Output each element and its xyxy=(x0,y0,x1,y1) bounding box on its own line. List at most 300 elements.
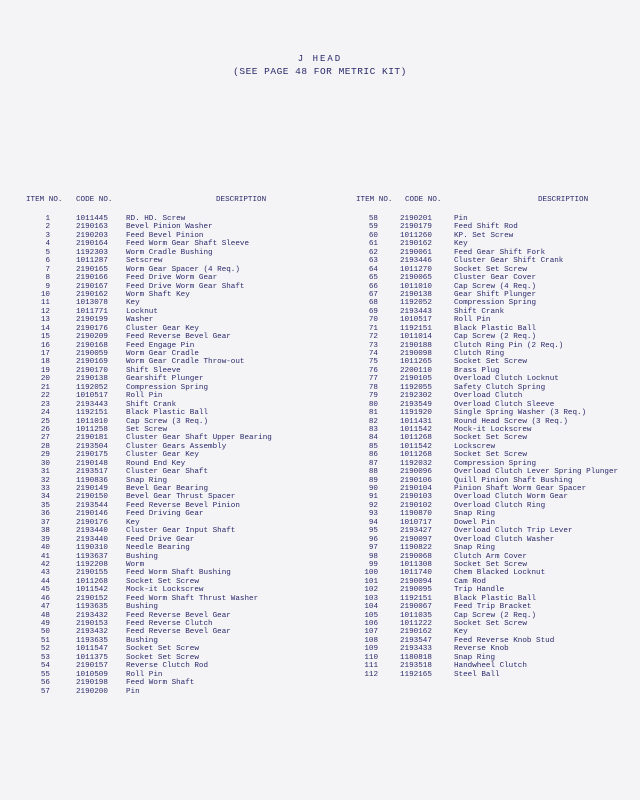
page-subtitle: (SEE PAGE 48 FOR METRIC KIT) xyxy=(233,66,407,77)
item-number: 93 xyxy=(368,510,378,519)
part-description: Snap Ring xyxy=(454,544,496,553)
table-row xyxy=(20,333,320,341)
code-number: 1011445 xyxy=(76,215,108,223)
parts-table-right xyxy=(350,196,630,679)
table-row xyxy=(20,544,320,552)
code-number: 2190152 xyxy=(76,594,108,603)
table-row xyxy=(20,628,320,636)
table-row xyxy=(20,510,320,518)
table-row xyxy=(20,249,320,257)
part-description: Overload Clutch Locknut xyxy=(454,375,559,384)
item-number: 47 xyxy=(40,603,50,612)
item-number: 84 xyxy=(368,434,378,443)
table-row xyxy=(350,342,630,350)
item-number: 8 xyxy=(45,274,50,283)
part-description: Clutch Arm Cover xyxy=(454,552,527,561)
part-description: Snap Ring xyxy=(454,510,496,519)
table-row xyxy=(350,477,630,485)
item-number: 81 xyxy=(368,409,378,418)
item-number: 15 xyxy=(40,333,50,342)
part-description: Key xyxy=(454,628,468,637)
item-number: 87 xyxy=(368,459,378,468)
item-number: 12 xyxy=(40,307,50,316)
table-row xyxy=(20,434,320,442)
item-number: 60 xyxy=(368,231,378,240)
part-description: Cluster Gear Shaft Upper Bearing xyxy=(126,434,272,443)
code-number: 1011431 xyxy=(400,417,432,426)
item-number: 89 xyxy=(368,476,378,485)
table-row xyxy=(20,215,320,223)
table-row xyxy=(350,544,630,552)
item-number: 76 xyxy=(368,366,378,375)
part-description: Quill Pinion Shaft Bushing xyxy=(454,476,573,485)
item-number: 31 xyxy=(40,468,50,477)
code-number: 2190094 xyxy=(400,577,432,586)
code-number: 1011542 xyxy=(400,442,432,451)
code-number: 2190166 xyxy=(76,274,108,283)
table-row xyxy=(350,451,630,459)
table-row xyxy=(350,384,630,392)
part-description: Overload Clutch Washer xyxy=(454,535,555,544)
part-description: Key xyxy=(126,299,140,308)
table-row xyxy=(20,519,320,527)
part-description: Overload Clutch Ring xyxy=(454,501,546,510)
code-number: 1192151 xyxy=(400,594,432,603)
table-row xyxy=(350,426,630,434)
item-number: 26 xyxy=(40,425,50,434)
item-number: 5 xyxy=(45,248,50,257)
part-description: Socket Set Screw xyxy=(126,577,199,586)
table-row xyxy=(350,333,630,341)
code-number: 2190167 xyxy=(76,282,108,291)
code-number: 2190169 xyxy=(76,358,108,367)
table-row xyxy=(350,603,630,611)
table-row xyxy=(350,358,630,366)
part-description: Pin xyxy=(454,215,468,223)
item-number: 74 xyxy=(368,350,378,358)
column-header-code: CODE NO. xyxy=(405,196,442,204)
code-number: 1011260 xyxy=(400,231,432,240)
item-number: 27 xyxy=(40,434,50,443)
part-description: Reverse Knob xyxy=(454,645,509,654)
code-number: 2190065 xyxy=(400,274,432,283)
item-number: 97 xyxy=(368,544,378,553)
part-description: Worm Gear Cradle Throw-out xyxy=(126,358,245,367)
part-description: Socket Set Screw xyxy=(454,265,527,274)
part-description: Feed Reverse Bevel Gear xyxy=(126,628,231,637)
table-row xyxy=(20,569,320,577)
part-description: Clutch Ring xyxy=(454,350,505,358)
part-description: Black Plastic Ball xyxy=(454,324,537,333)
part-description: Feed Reverse Bevel Pinion xyxy=(126,501,240,510)
table-row xyxy=(350,392,630,400)
item-number: 94 xyxy=(368,518,378,527)
code-number: 1011222 xyxy=(400,620,432,628)
code-number: 1011308 xyxy=(400,560,432,569)
table-row xyxy=(350,434,630,442)
item-number: 35 xyxy=(40,501,50,510)
code-number: 2190170 xyxy=(76,366,108,375)
part-description: Cap Screw (2 Req.) xyxy=(454,333,537,342)
item-number: 44 xyxy=(40,577,50,586)
item-number: 111 xyxy=(364,662,378,671)
part-description: Compression Spring xyxy=(454,299,537,308)
part-description: Shift Sleeve xyxy=(126,366,181,375)
table-body-right xyxy=(350,215,630,679)
item-number: 19 xyxy=(40,366,50,375)
code-number: 2193446 xyxy=(400,257,432,266)
item-number: 20 xyxy=(40,375,50,384)
table-row xyxy=(20,401,320,409)
code-number: 2190148 xyxy=(76,459,108,468)
item-number: 80 xyxy=(368,400,378,409)
column-header-description: DESCRIPTION xyxy=(216,196,267,204)
item-number: 32 xyxy=(40,476,50,485)
item-number: 39 xyxy=(40,535,50,544)
item-number: 50 xyxy=(40,628,50,637)
table-row xyxy=(350,637,630,645)
item-number: 90 xyxy=(368,485,378,493)
table-row xyxy=(350,418,630,426)
table-row xyxy=(350,620,630,628)
part-description: Bushing xyxy=(126,636,158,645)
item-number: 70 xyxy=(368,316,378,325)
item-number: 52 xyxy=(40,645,50,654)
table-row xyxy=(20,477,320,485)
code-number: 2190103 xyxy=(400,493,432,502)
part-description: Dowel Pin xyxy=(454,518,496,527)
code-number: 2190162 xyxy=(76,290,108,299)
item-number: 43 xyxy=(40,569,50,578)
part-description: Cluster Gear Shaft xyxy=(126,468,209,477)
item-number: 77 xyxy=(368,375,378,384)
table-row xyxy=(20,485,320,493)
part-description: Black Plastic Ball xyxy=(126,409,209,418)
item-number: 17 xyxy=(40,350,50,358)
item-number: 59 xyxy=(368,223,378,232)
table-row xyxy=(20,375,320,383)
table-row xyxy=(20,493,320,501)
table-row xyxy=(350,401,630,409)
item-number: 46 xyxy=(40,594,50,603)
part-description: Single Spring Washer (3 Req.) xyxy=(454,409,587,418)
code-number: 2190176 xyxy=(76,324,108,333)
code-number: 2193517 xyxy=(76,468,108,477)
part-description: Round End Key xyxy=(126,459,186,468)
code-number: 1011740 xyxy=(400,569,432,578)
code-number: 2190138 xyxy=(400,290,432,299)
part-description: Pin xyxy=(126,687,140,696)
code-number: 1192151 xyxy=(76,409,108,418)
code-number: 2193544 xyxy=(76,501,108,510)
code-number: 1011287 xyxy=(76,257,108,266)
part-description: Mock-it Lockscrew xyxy=(126,586,204,595)
part-description: Socket Set Screw xyxy=(454,358,527,367)
table-row xyxy=(350,460,630,468)
code-number: 2190149 xyxy=(76,485,108,493)
code-number: 1011268 xyxy=(400,451,432,460)
code-number: 2190096 xyxy=(400,468,432,477)
item-number: 109 xyxy=(364,645,378,654)
table-row xyxy=(350,291,630,299)
item-number: 82 xyxy=(368,417,378,426)
part-description: Feed Worm Gear Shaft Sleeve xyxy=(126,240,250,249)
part-description: Cluster Gear Key xyxy=(126,324,199,333)
code-number: 1011270 xyxy=(400,265,432,274)
item-number: 105 xyxy=(364,611,378,620)
part-description: Gearshift Plunger xyxy=(126,375,204,384)
item-number: 107 xyxy=(364,628,378,637)
item-number: 3 xyxy=(45,231,50,240)
part-description: Cap Screw (2 Req.) xyxy=(454,611,537,620)
item-number: 103 xyxy=(364,594,378,603)
code-number: 2190098 xyxy=(400,350,432,358)
table-row xyxy=(350,527,630,535)
part-description: Feed Trip Bracket xyxy=(454,603,532,612)
item-number: 40 xyxy=(40,544,50,553)
table-row xyxy=(20,502,320,510)
item-number: 28 xyxy=(40,442,50,451)
code-number: 2190095 xyxy=(400,586,432,595)
table-row xyxy=(350,308,630,316)
table-row xyxy=(350,561,630,569)
code-number: 1010509 xyxy=(76,670,108,679)
code-number: 2193443 xyxy=(400,307,432,316)
table-row xyxy=(350,536,630,544)
table-row xyxy=(20,578,320,586)
part-description: Socket Set Screw xyxy=(126,645,199,654)
item-number: 67 xyxy=(368,290,378,299)
item-number: 18 xyxy=(40,358,50,367)
item-number: 61 xyxy=(368,240,378,249)
code-number: 2190155 xyxy=(76,569,108,578)
part-description: Reverse Clutch Rod xyxy=(126,662,209,671)
code-number: 2190102 xyxy=(400,501,432,510)
part-description: Roll Pin xyxy=(126,392,163,401)
table-row xyxy=(20,595,320,603)
part-description: Black Plastic Ball xyxy=(454,594,537,603)
part-description: RD. HD. Screw xyxy=(126,215,186,223)
table-row xyxy=(20,384,320,392)
table-row xyxy=(20,612,320,620)
part-description: Feed Engage Pin xyxy=(126,341,195,350)
table-row xyxy=(350,299,630,307)
code-number: 2190105 xyxy=(400,375,432,384)
code-number: 2190150 xyxy=(76,493,108,502)
table-row xyxy=(20,308,320,316)
table-row xyxy=(20,426,320,434)
part-description: Bevel Pinion Washer xyxy=(126,223,213,232)
part-description: Worm Cradle Bushing xyxy=(126,248,213,257)
code-number: 1011010 xyxy=(76,417,108,426)
code-number: 1010517 xyxy=(400,316,432,325)
part-description: Snap Ring xyxy=(126,476,168,485)
item-number: 91 xyxy=(368,493,378,502)
item-number: 45 xyxy=(40,586,50,595)
code-number: 2193547 xyxy=(400,636,432,645)
item-number: 65 xyxy=(368,274,378,283)
code-number: 1011265 xyxy=(400,358,432,367)
code-number: 2190176 xyxy=(76,518,108,527)
part-description: Shift Crank xyxy=(454,307,505,316)
table-row xyxy=(350,325,630,333)
item-number: 49 xyxy=(40,620,50,628)
code-number: 2190061 xyxy=(400,248,432,257)
part-description: Overload Clutch Trip Lever xyxy=(454,527,573,536)
item-number: 101 xyxy=(364,577,378,586)
column-header-code: CODE NO. xyxy=(76,196,113,204)
code-number: 1190822 xyxy=(400,544,432,553)
table-row xyxy=(350,595,630,603)
table-row xyxy=(350,266,630,274)
table-row xyxy=(20,460,320,468)
table-row xyxy=(350,519,630,527)
part-description: Key xyxy=(126,518,140,527)
table-row xyxy=(350,274,630,282)
part-description: Bevel Gear Bearing xyxy=(126,485,209,493)
table-row xyxy=(350,671,630,679)
table-row xyxy=(20,603,320,611)
table-row xyxy=(20,561,320,569)
part-description: Chem Blacked Locknut xyxy=(454,569,546,578)
item-number: 56 xyxy=(40,679,50,688)
item-number: 6 xyxy=(45,257,50,266)
table-row xyxy=(20,536,320,544)
code-number: 1011375 xyxy=(76,653,108,662)
table-row xyxy=(20,367,320,375)
table-row xyxy=(20,553,320,561)
part-description: Mock-it Lockscrew xyxy=(454,425,532,434)
code-number: 1190836 xyxy=(76,476,108,485)
code-number: 2190198 xyxy=(76,679,108,688)
parts-table-left xyxy=(20,196,320,696)
table-row xyxy=(20,240,320,248)
item-number: 10 xyxy=(40,290,50,299)
table-row xyxy=(20,257,320,265)
item-number: 37 xyxy=(40,518,50,527)
table-row xyxy=(350,215,630,223)
column-header-description: DESCRIPTION xyxy=(538,196,589,204)
table-row xyxy=(350,232,630,240)
table-row xyxy=(350,510,630,518)
code-number: 2190203 xyxy=(76,231,108,240)
part-description: Socket Set Screw xyxy=(454,451,527,460)
code-number: 1011014 xyxy=(400,333,432,342)
code-number: 1180818 xyxy=(400,653,432,662)
code-number: 2190067 xyxy=(400,603,432,612)
table-row xyxy=(20,283,320,291)
part-description: Feed Reverse Knob Stud xyxy=(454,636,555,645)
part-description: Socket Set Screw xyxy=(454,560,527,569)
code-number: 2190059 xyxy=(76,350,108,358)
item-number: 96 xyxy=(368,535,378,544)
part-description: Clutch Ring Pin (2 Req.) xyxy=(454,341,564,350)
item-number: 22 xyxy=(40,392,50,401)
table-row xyxy=(20,392,320,400)
part-description: Socket Set Screw xyxy=(454,620,527,628)
item-number: 88 xyxy=(368,468,378,477)
item-number: 21 xyxy=(40,383,50,392)
code-number: 1193635 xyxy=(76,603,108,612)
table-row xyxy=(350,553,630,561)
part-description: Safety Clutch Spring xyxy=(454,383,546,392)
code-number: 2193518 xyxy=(400,662,432,671)
table-row xyxy=(350,257,630,265)
code-number: 2190163 xyxy=(76,223,108,232)
item-number: 34 xyxy=(40,493,50,502)
table-body-left xyxy=(20,215,320,696)
table-row xyxy=(20,266,320,274)
code-number: 1013078 xyxy=(76,299,108,308)
item-number: 9 xyxy=(45,282,50,291)
part-description: Overload Clutch xyxy=(454,392,523,401)
part-description: Compression Spring xyxy=(126,383,209,392)
code-number: 1190310 xyxy=(76,544,108,553)
item-number: 71 xyxy=(368,324,378,333)
part-description: Feed Reverse Bevel Gear xyxy=(126,611,231,620)
code-number: 1191920 xyxy=(400,409,432,418)
item-number: 14 xyxy=(40,324,50,333)
table-row xyxy=(350,350,630,358)
item-number: 24 xyxy=(40,409,50,418)
item-number: 108 xyxy=(364,636,378,645)
part-description: Worm Gear Spacer (4 Req.) xyxy=(126,265,240,274)
part-description: Needle Bearing xyxy=(126,544,190,553)
item-number: 73 xyxy=(368,341,378,350)
part-description: Gear Shift Plunger xyxy=(454,290,537,299)
table-row xyxy=(20,350,320,358)
part-description: Overload Clutch Lever Spring Plunger xyxy=(454,468,619,477)
item-number: 112 xyxy=(364,670,378,679)
part-description: Setscrew xyxy=(126,257,163,266)
part-description: Locknut xyxy=(126,307,158,316)
item-number: 86 xyxy=(368,451,378,460)
code-number: 2193549 xyxy=(400,400,432,409)
table-row xyxy=(350,223,630,231)
table-row xyxy=(20,443,320,451)
part-description: Washer xyxy=(126,316,154,325)
table-row xyxy=(20,468,320,476)
code-number: 2190153 xyxy=(76,620,108,628)
table-row xyxy=(20,451,320,459)
item-number: 36 xyxy=(40,510,50,519)
item-number: 72 xyxy=(368,333,378,342)
table-row xyxy=(350,375,630,383)
item-number: 29 xyxy=(40,451,50,460)
item-number: 62 xyxy=(368,248,378,257)
table-row xyxy=(350,367,630,375)
part-description: Brass Plug xyxy=(454,366,500,375)
table-header xyxy=(350,196,630,215)
item-number: 79 xyxy=(368,392,378,401)
code-number: 2193443 xyxy=(76,400,108,409)
item-number: 92 xyxy=(368,501,378,510)
table-row xyxy=(20,325,320,333)
item-number: 41 xyxy=(40,552,50,561)
item-number: 66 xyxy=(368,282,378,291)
table-row xyxy=(20,679,320,687)
table-row xyxy=(20,342,320,350)
item-number: 63 xyxy=(368,257,378,266)
code-number: 2190138 xyxy=(76,375,108,384)
item-number: 4 xyxy=(45,240,50,249)
part-description: Cap Screw (4 Req.) xyxy=(454,282,537,291)
table-row xyxy=(350,662,630,670)
code-number: 2190188 xyxy=(400,341,432,350)
code-number: 1010517 xyxy=(76,392,108,401)
table-row xyxy=(20,637,320,645)
part-description: Socket Set Screw xyxy=(126,653,199,662)
